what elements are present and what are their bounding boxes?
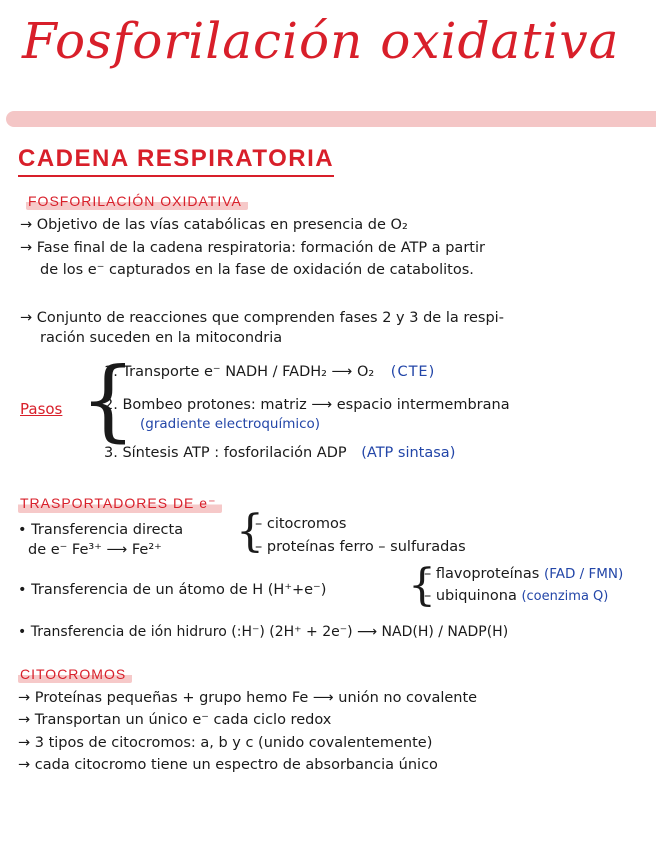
- paso-1-text: 1. Transporte e⁻ NADH / FADH₂ ⟶ O₂: [104, 364, 375, 380]
- opt-flavoproteinas-text: – flavoproteínas: [424, 566, 540, 582]
- transfer-directa-brace: {: [236, 506, 264, 557]
- transfer-directa: • Transferencia directa: [18, 522, 184, 538]
- opt-citocromos: – citocromos: [255, 516, 347, 532]
- opt-ubiquinona-note: (coenzima Q): [521, 589, 609, 604]
- opt-flavoproteinas-note: (FAD / FMN): [543, 566, 624, 582]
- citocromo-fact-1: → Proteínas pequeñas + grupo hemo Fe ⟶ unión no covalente: [18, 690, 478, 706]
- citocromo-fact-2: → Transportan un único e⁻ cada ciclo redox: [18, 712, 332, 728]
- paso-1: [104, 362, 435, 382]
- paso-3-text: 3. Síntesis ATP : fosforilación ADP: [104, 445, 347, 461]
- citocromo-fact-4: → cada citocromo tiene un espectro de absorbancia único: [18, 757, 438, 773]
- citocromo-fact-3: → 3 tipos de citocromos: a, b y c (unido covalentemente): [18, 735, 433, 751]
- transfer-directa-detail: de e⁻ Fe³⁺ ⟶ Fe²⁺: [28, 542, 162, 558]
- subheading-citocromos: CITOCROMOS: [18, 665, 132, 683]
- pasos-brace: {: [80, 348, 136, 451]
- opt-flavoproteinas: [424, 564, 623, 584]
- opt-ferro-sulfuradas: – proteínas ferro – sulfuradas: [255, 539, 466, 555]
- subheading-fosforilacion: FOSFORILACIÓN OXIDATIVA: [26, 192, 248, 210]
- page-title: Fosforilación oxidativa: [22, 12, 620, 70]
- paso-2-note: (gradiente electroquímico): [140, 416, 321, 432]
- bullet-conjunto-cont: ración suceden en la mitocondria: [40, 330, 283, 346]
- bullet-objetivo: → Objetivo de las vías catabólicas en presencia de O₂: [20, 217, 408, 233]
- bullet-fase-final-cont: de los e⁻ capturados en la fase de oxidación de catabolitos.: [40, 262, 474, 278]
- bullet-fase-final: → Fase final de la cadena respiratoria: formación de ATP a partir: [20, 240, 485, 256]
- opt-ubiquinona-text: – ubiquinona: [424, 588, 517, 604]
- paso-3: [104, 443, 455, 463]
- paso-1-note: (CTE): [390, 364, 436, 380]
- section-heading: CADENA RESPIRATORIA: [18, 145, 334, 177]
- opt-ubiquinona: [424, 586, 608, 607]
- pasos-label: Pasos: [20, 400, 63, 418]
- paso-3-note: (ATP sintasa): [361, 445, 456, 461]
- paso-2: 2. Bombeo protones: matriz ⟶ espacio intermembrana: [104, 397, 510, 413]
- subheading-transportadores: TRASPORTADORES DE e⁻: [18, 494, 222, 513]
- transfer-atomo-brace: {: [408, 560, 436, 611]
- transfer-hidruro: • Transferencia de ión hidruro (:H⁻) (2H⁺ + 2e⁻) ⟶ NAD(H) / NADP(H): [18, 624, 509, 640]
- transfer-atomo-h: • Transferencia de un átomo de H (H⁺+e⁻): [18, 582, 327, 598]
- bullet-conjunto: → Conjunto de reacciones que comprenden fases 2 y 3 de la respi-: [20, 310, 504, 326]
- title-underline-bar: [6, 111, 656, 127]
